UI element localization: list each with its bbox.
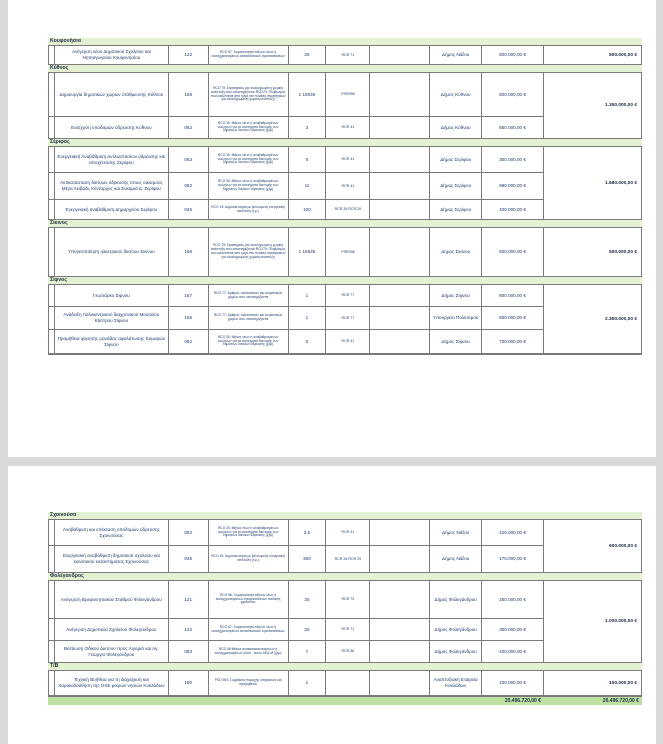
section-group <box>48 670 642 696</box>
result-indicator-cell: RCR 56 <box>326 641 370 662</box>
table-row <box>48 307 544 330</box>
section-title: Φολέγανδρος <box>48 573 642 580</box>
project-title-cell: Ενεργειακή αναβάθμιση δημοτικού σχολείου και κοινοτικού καταστήματος Σχοινούσας <box>55 546 169 572</box>
result-indicator-cell: RCR 41 <box>326 147 370 172</box>
output-indicator-cell: RCO 30: Μήκος νέων ή αναβαθμισμένων σωλήνων για τα συστήματα διανομής των δημόσιων δικτύων ύδρευσης (χλμ) <box>209 330 289 353</box>
empty-cell <box>370 619 430 640</box>
section-title: Σέριφος <box>48 139 642 146</box>
section-total-cell: 500.000,00 € <box>544 45 642 65</box>
result-indicator-cell: RCR 26 RCR 29 <box>326 200 370 219</box>
intervention-code-cell: 045 <box>169 200 209 219</box>
project-title-cell: Βελτίωση Οδικού Δικτύου προς Λιγαριά και Αγ. Γεώργιο Φολεγάνδρου <box>55 641 169 662</box>
section-rows <box>48 284 544 354</box>
section-total-cell: 500.000,00 € <box>544 227 642 277</box>
target-value-cell: 25 <box>289 581 327 618</box>
project-title-cell: Αντικατάσταση δικτύων ύδρευσης στους οικισμούς Μέγα Λειβάδι, Κένταρχος και Συκαμιά Δ. Σερίφου <box>55 173 169 199</box>
output-indicator-cell: RCO 46:Μήκος ανακατασκευασμένων ή εκσυγχρονισμένων οδών - εκτός ΔΕΔ-Μ (χλμ) <box>209 641 289 662</box>
empty-cell <box>370 307 430 329</box>
result-indicator-cell: RCR 41 <box>326 173 370 199</box>
target-value-cell: 1 <box>289 671 327 695</box>
result-indicator-cell: RCR 41 <box>326 117 370 138</box>
beneficiary-cell: Δήμος Φολεγάνδρου <box>430 581 482 618</box>
result-indicator-cell: RCR 71 <box>326 619 370 640</box>
beneficiary-cell: Δήμος Κύθνου <box>430 73 482 116</box>
project-title-cell: Αναβάθμιση και επέκταση υποδομών ύδρευσης Σχοινούσας <box>55 520 169 545</box>
project-title-cell: Δημιουργία δημοτικών χώρων στάθμευσης Κύθνου <box>55 73 169 116</box>
section-total-cell: 1.350.000,00 € <box>544 72 642 139</box>
table-row <box>48 619 544 641</box>
target-value-cell: 0 <box>289 330 327 353</box>
target-value-cell: 100 <box>289 200 327 219</box>
output-indicator-cell: RCO 67: Χωρητικότητα τάξεων νέων ή εκσυγχρονισμένων εκπαιδευτικών εγκαταστάσεων <box>209 46 289 64</box>
document-page-2 <box>8 466 656 744</box>
empty-cell <box>370 200 430 219</box>
budget-cell: 800.000,00 € <box>482 285 544 306</box>
output-indicator-cell: RCO 19: Δημόσια κτίρια με βελτιωμένη ενεργειακή απόδοση (τ.μ.) <box>209 546 289 572</box>
beneficiary-cell: Δήμος Φολεγάνδρου <box>430 641 482 662</box>
project-title-cell: Ανέγερση Δημοτικού Σχολείου Φολεγάνδρου <box>55 619 169 640</box>
project-title-cell: Τεχνική Βοήθεια για τη διαχείριση και παρακολούθηση της ΟΧΕ μικρών νησιών Κυκλάδων <box>55 671 169 695</box>
section-rows <box>48 227 544 277</box>
beneficiary-cell: Υπουργείο Πολιτισμού <box>430 307 482 329</box>
beneficiary-cell: Δήμος Σερίφου <box>430 173 482 199</box>
grand-total-budget: 20.496.720,00 € <box>504 698 541 704</box>
budget-cell: 500.000,00 € <box>482 73 544 116</box>
table-row <box>48 173 544 200</box>
budget-cell: 100.000,00 € <box>482 671 544 695</box>
result-indicator-cell: RCR 70 <box>326 581 370 618</box>
section-total-cell: 2.350.000,00 € <box>544 284 642 354</box>
beneficiary-cell: Δήμος Σικίνου <box>430 228 482 276</box>
intervention-code-cell: 168 <box>169 228 209 276</box>
table-row <box>48 284 544 307</box>
output-indicator-cell: RCO 67: Χωρητικότητα τάξεων νέων ή εκσυγχρονισμένων εκπαιδευτικών εγκαταστάσεων <box>209 619 289 640</box>
empty-cell <box>370 147 430 172</box>
output-indicator-cell: RCO 19: Δημόσια κτίρια με βελτιωμένη ενεργειακή απόδοση (τ.μ.) <box>209 200 289 219</box>
intervention-code-cell: 167 <box>169 285 209 306</box>
section-total-cell: 1.680.000,00 € <box>544 146 642 220</box>
budget-cell: 700.000,00 € <box>482 330 544 353</box>
output-indicator-cell: RCO 75: Στρατηγικές για ολοκληρωμένη χωρική ανάπτυξη που υποστηρίζονται RCO74: Πληθυσμός που καλύπτεται από έργα στο πλαίσιο στρατηγικών για ολοκληρωμένη χωρική ανάπτυξη <box>209 228 289 276</box>
result-indicator-cell: RCR 41 <box>326 520 370 545</box>
section-group <box>48 580 642 663</box>
result-indicator-cell <box>326 671 370 695</box>
grand-total-row <box>48 697 642 705</box>
project-title-cell: Ενεργειακή Αναβάθμιση αντλιοστασίων ύδρευσης και αποχέτευσης Σερίφου <box>55 147 169 172</box>
table-row <box>48 641 544 663</box>
intervention-code-cell: 062 <box>169 330 209 353</box>
empty-cell <box>370 330 430 353</box>
section-title: Κουφονήσια <box>48 38 642 45</box>
result-indicator-cell: RCR 77 <box>326 307 370 329</box>
beneficiary-cell: Δήμος Νάξου <box>430 546 482 572</box>
table-row <box>48 117 544 139</box>
project-title-cell: Ενίσχυση υποδομών ύδρευσης Κύθνου <box>55 117 169 138</box>
budget-cell: 980.000,00 € <box>482 173 544 199</box>
section-group <box>48 284 642 354</box>
intervention-code-cell: 166 <box>169 307 209 329</box>
section-group <box>48 519 642 573</box>
project-title-cell: Προμήθεια φορητής μονάδας αφαλάτωσης Καμαρών Σίφνου <box>55 330 169 353</box>
output-indicator-cell: RCO 75: Στρατηγικές για ολοκληρωμένη χωρική ανάπτυξη που υποστηρίζονται RCO74: Πληθυσμός που καλύπτεται από έργα στο πλαίσιο στρατηγικών για ολοκληρωμένη χωρική ανάπτυξη <box>209 73 289 116</box>
table-row <box>48 146 544 173</box>
output-indicator-cell: RCO 30: Μήκος νέων ή αναβαθμισμένων σωλήνων για τα συστήματα διανομής των δημόσιων δικτύων ύδρευσης (χλμ) <box>209 173 289 199</box>
section-title: Σίκινος <box>48 220 642 227</box>
empty-cell <box>370 285 430 306</box>
beneficiary-cell: Δήμος Σερίφου <box>430 200 482 219</box>
budget-cell: 500.000,00 € <box>482 228 544 276</box>
output-indicator-cell: RCO 30: Μήκος νέων ή αναβαθμισμένων σωλήνων για τα συστήματα διανομής των δημόσιων δικτύων ύδρευσης (χλμ) <box>209 520 289 545</box>
project-title-cell: Υπογειοποίηση ηλεκτρικού δικτύου Σικίνου <box>55 228 169 276</box>
beneficiary-cell: Δήμος Σίφνου <box>430 330 482 353</box>
table-row <box>48 72 544 117</box>
intervention-code-cell: 122 <box>169 619 209 640</box>
output-indicator-cell: RCO 77: Αριθμός πολιτιστικών και τουριστικών χώρων που υποστηρίζονται <box>209 285 289 306</box>
budget-cell: 400.000,00 € <box>482 200 544 219</box>
target-value-cell: 3 <box>289 117 327 138</box>
beneficiary-cell: Δήμος Κύθνου <box>430 117 482 138</box>
section-rows <box>48 146 544 220</box>
result-indicator-cell: PSR998 <box>326 228 370 276</box>
table-row <box>48 330 544 354</box>
table-bottom-rule <box>48 354 642 355</box>
beneficiary-cell: Δήμος Σερίφου <box>430 147 482 172</box>
budget-cell: 500.000,00 € <box>482 46 544 64</box>
section-rows <box>48 670 544 696</box>
table-row <box>48 227 544 277</box>
budget-cell: 425.000,00 € <box>482 520 544 545</box>
result-indicator-cell: RCR 41 <box>326 330 370 353</box>
intervention-code-cell: 062 <box>169 173 209 199</box>
section-group <box>48 72 642 139</box>
target-value-cell: 1 16636 <box>289 228 327 276</box>
target-value-cell: 300 <box>289 546 327 572</box>
target-value-cell: 1 16636 <box>289 73 327 116</box>
empty-cell <box>370 117 430 138</box>
intervention-code-cell: 122 <box>169 46 209 64</box>
grand-total-label-space <box>48 697 484 705</box>
section-rows <box>48 72 544 139</box>
output-indicator-cell: PSO 693: Συμβάσεις παροχής υπηρεσιών και προμηθειών <box>209 671 289 695</box>
intervention-code-cell: 121 <box>169 581 209 618</box>
project-title-cell: Ανέγερση Βρεφονηπιακού Σταθμού Φολεγάνδρου <box>55 581 169 618</box>
beneficiary-cell: Δήμος Νάξου <box>430 46 482 64</box>
table-row <box>48 546 544 573</box>
result-indicator-cell: RCR 26 RCR 29 <box>326 546 370 572</box>
project-title-cell: Ενεργειακή αναβάθμιση Δημαρχείου Σερίφου <box>55 200 169 219</box>
beneficiary-cell: Αναπτυξιακή Εταιρεία Κυκλάδων <box>430 671 482 695</box>
section-rows <box>48 519 544 573</box>
section-group <box>48 45 642 65</box>
intervention-code-cell: 062 <box>169 520 209 545</box>
section-total-cell: 100.000,00 € <box>544 670 642 696</box>
section-title: Τ/Β <box>48 663 642 670</box>
section-title: Κύθνος <box>48 65 642 72</box>
budget-cell: 250.000,00 € <box>482 581 544 618</box>
empty-cell <box>370 671 430 695</box>
project-title-cell: Ανάδειξη πολυκεντρικού διαχρονικού Μουσείου Κάστρου Σίφνου <box>55 307 169 329</box>
section-title: Σίφνος <box>48 277 642 284</box>
table-row <box>48 45 544 65</box>
target-value-cell: 7 <box>289 641 327 662</box>
table-row <box>48 580 544 619</box>
empty-cell <box>370 73 430 116</box>
target-value-cell: 1 <box>289 307 327 329</box>
intervention-code-cell: 062 <box>169 117 209 138</box>
table-row <box>48 519 544 546</box>
section-rows <box>48 45 544 65</box>
output-indicator-cell: RCO 77: Αριθμός πολιτιστικών και τουριστικών χώρων που υποστηρίζονται <box>209 307 289 329</box>
output-indicator-cell: RCO 30: Μήκος νέων ή αναβαθμισμένων σωλήνων για τα συστήματα διανομής των δημόσιων δικτύων ύδρευσης (χλμ) <box>209 147 289 172</box>
empty-cell <box>370 581 430 618</box>
result-indicator-cell: PSR998 <box>326 73 370 116</box>
budget-cell: 850.000,00 € <box>482 307 544 329</box>
document-page-1 <box>8 0 656 457</box>
budget-cell: 350.000,00 € <box>482 619 544 640</box>
section-title: Σχοινούσα <box>48 512 642 519</box>
projects-table-page-2 <box>48 512 642 705</box>
section-group <box>48 146 642 220</box>
target-value-cell: 1 <box>289 285 327 306</box>
target-value-cell: 11 <box>289 173 327 199</box>
section-total-cell: 600.000,00 € <box>544 519 642 573</box>
budget-cell: 400.000,00 € <box>482 641 544 662</box>
target-value-cell: 3,5 <box>289 520 327 545</box>
beneficiary-cell: Δήμος Σίφνου <box>430 285 482 306</box>
budget-cell: 300.000,00 € <box>482 147 544 172</box>
projects-table-page-1 <box>48 38 642 355</box>
intervention-code-cell: 168 <box>169 73 209 116</box>
project-title-cell: Γεωπάρκο Σίφνου <box>55 285 169 306</box>
empty-cell <box>370 641 430 662</box>
intervention-code-cell: 063 <box>169 147 209 172</box>
table-row <box>48 200 544 220</box>
section-rows <box>48 580 544 663</box>
section-total-cell: 1.000.000,00 € <box>544 580 642 663</box>
empty-cell <box>370 520 430 545</box>
empty-cell <box>370 546 430 572</box>
empty-cell <box>370 173 430 199</box>
intervention-code-cell: 045 <box>169 546 209 572</box>
target-value-cell: 25 <box>289 619 327 640</box>
target-value-cell: 0 <box>289 147 327 172</box>
grand-total-sum: 20.496.720,00 € <box>602 698 639 704</box>
beneficiary-cell: Δήμος Νάξου <box>430 520 482 545</box>
intervention-code-cell: 180 <box>169 671 209 695</box>
beneficiary-cell: Δήμος Φολεγάνδρου <box>430 619 482 640</box>
budget-cell: 850.000,00 € <box>482 117 544 138</box>
project-title-cell: Ανέγερση νέου Δημοτικού Σχολείου και Νηπιαγωγείου Κουφονησίου <box>55 46 169 64</box>
output-indicator-cell: RCO 30: Μήκος νέων ή αναβαθμισμένων σωλήνων για τα συστήματα διανομής των δημόσιων δικτύων ύδρευσης (χλμ) <box>209 117 289 138</box>
section-group <box>48 227 642 277</box>
output-indicator-cell: RCO 66: Χωρητικότητα τάξεων νέων ή εκσυγχρονισμένων εγκαταστάσεων παιδικής φροντίδας <box>209 581 289 618</box>
result-indicator-cell: RCR 71 <box>326 46 370 64</box>
target-value-cell: 25 <box>289 46 327 64</box>
empty-cell <box>370 46 430 64</box>
empty-cell <box>370 228 430 276</box>
budget-cell: 175.000,00 € <box>482 546 544 572</box>
table-row <box>48 670 544 696</box>
result-indicator-cell: RCR 77 <box>326 285 370 306</box>
intervention-code-cell: 093 <box>169 641 209 662</box>
